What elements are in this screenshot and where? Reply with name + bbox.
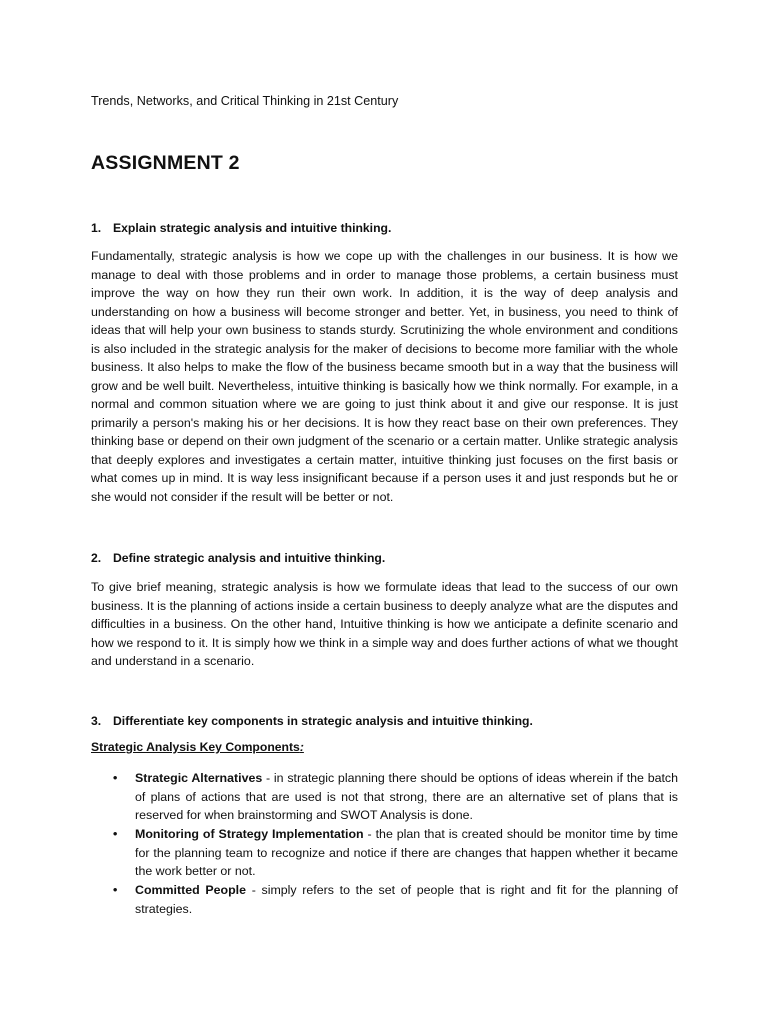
question-1-title: Explain strategic analysis and intuitive thinking.	[113, 221, 392, 235]
question-2-number: 2.	[91, 551, 102, 565]
question-2-answer: To give brief meaning, strategic analysis is how we formulate ideas that lead to the success of our own business. It is the planning of actions inside a certain business to deeply analyze what are the disputes and difficulties in a business. On the other hand, Intuitive thinking is how we anticipate a definite scenario and how we respond to it. It is simply how we think in a simple way and does further actions of what we thought and understand in a scenario.	[91, 580, 678, 668]
list-item-term: Committed People	[135, 883, 247, 897]
bullet-icon: •	[113, 771, 118, 785]
question-3-title: Differentiate key components in strategic analysis and intuitive thinking.	[113, 714, 533, 728]
key-components-heading	[91, 740, 304, 754]
question-2-title: Define strategic analysis and intuitive thinking.	[113, 551, 386, 565]
assignment-title: ASSIGNMENT 2	[91, 152, 240, 174]
list-item-text: - simply refers to the set of people that is right and fit for the planning of strategies.	[135, 883, 678, 916]
question-2-heading	[91, 551, 385, 565]
list-item-text: - the plan that is created should be monitor time by time for the planning team to recognize and notice if there are changes that happen whether it became the work better or not.	[135, 827, 678, 878]
key-components-list	[113, 769, 678, 919]
question-1-answer: Fundamentally, strategic analysis is how we cope up with the challenges in our business. It is how we manage to deal with those problems and in order to manage those problems, a certain business must improve the way on how they run their own work. In addition, it is the way of deep analysis and understanding on how a business will become stronger and better. Yet, in business, you need to think of ideas that will help your own business to stands sturdy. Scrutinizing the whole environment and conditions is also included in the strategic analysis for the maker of decisions to become more familiar with the whole business. It also helps to make the flow of the business became smooth but in a way that the business will grow and be well built. Nevertheless, intuitive thinking is basically how we think normally. For example, in a normal and common situation where we are going to just think about it and give our response. It is just primarily a person's making his or her decisions. It is how they react base on their own preferences. They thinking base or depend on their own judgment of the scenario or a certain matter. Unlike strategic analysis that deeply explores and investigates a certain matter, intuitive thinking just focuses on the first basis or what comes up in mind. It is way less insignificant because if a person uses it and just responds but he or she would not consider if the result will be better or not.	[91, 249, 678, 504]
list-item-text: - in strategic planning there should be options of ideas wherein if the batch of plans of actions that are used is not that strong, there are an alternative set of plans that is reserved for when brainstorming and SWOT Analysis is done.	[135, 771, 679, 822]
list-item	[113, 825, 678, 881]
question-3-heading	[91, 714, 533, 728]
list-item	[113, 769, 678, 825]
question-3-number: 3.	[91, 714, 102, 728]
question-1-number: 1.	[91, 221, 102, 235]
course-title: Trends, Networks, and Critical Thinking in 21st Century	[91, 94, 399, 108]
list-item-term: Monitoring of Strategy Implementation	[135, 827, 364, 841]
key-components-heading-text: Strategic Analysis Key Components	[91, 740, 300, 754]
bullet-icon: •	[113, 883, 118, 897]
key-components-heading-colon: :	[299, 740, 304, 754]
list-item	[113, 881, 678, 918]
question-1-heading	[91, 221, 391, 235]
list-item-term: Strategic Alternatives	[135, 771, 263, 785]
bullet-icon: •	[113, 827, 118, 841]
